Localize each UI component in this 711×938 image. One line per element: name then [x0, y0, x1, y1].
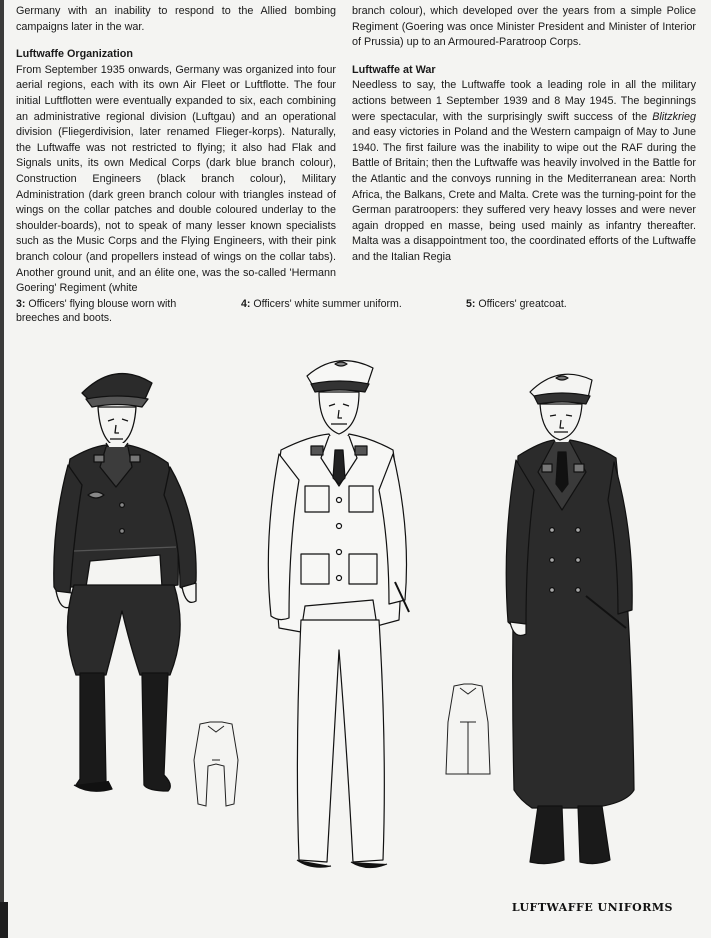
caption-figure-5: 5: Officers' greatcoat. [466, 298, 567, 310]
organization-paragraph: From September 1935 onwards, Germany was organized into four aerial regions, each with its own Air Fleet or Luftflotte. The four initial Luftflotten were eventually expanded to six, each combining an administrative regional division (Luftgau) and an operational division (Fliegerdivision, later renamed Flieger-korps). Naturally, the Luftwaffe was not restricted to flying; it also had Flak and Signals units, its own Medical Corps (dark blue branch colour), Construction Engineers (black branch colour), Military Administration (dark green branch colour with triangles instead of wings on the collar patches and double coloured underlay to the shoulder-boards), not to speak of many lesser known specialists such as the Music Corps and the Flying Engineers, with their pink branch colour (and propellers instead of wings on the collar tabs). Another ground unit, and an élite one, was the so-called 'Hermann Goering' Regiment (white [16, 63, 336, 295]
back-view-flying-blouse [186, 720, 246, 810]
at-war-paragraph: Needless to say, the Luftwaffe took a leading role in all the military actions between 1 September 1939 and 8 May 1945. The beginnings were spectacular, with the surprisingly swift success of the Blitzkrieg and easy victories in Poland and the Western campaign of May to June 1940. The first failure was the inability to wipe out the RAF during the Battle of Britain; then the Luftwaffe was heavily involved in the Battle for the Atlantic and the convoys running in the Mediterranean area: North Africa, the Balkans, Crete and Malta. Crete was the turning-point for the German paratroopers: they suffered very heavy losses and were never again dropped en masse, being used mainly as infantry thereafter. Malta was a disappointment too, the coordinated efforts of the Luftwaffe and the Italian Regia [352, 79, 696, 263]
right-text-column [352, 4, 696, 266]
back-view-greatcoat [440, 682, 496, 778]
left-text-column [16, 4, 336, 297]
illustration-officers-greatcoat [500, 360, 660, 875]
blitzkrieg-italic: Blitzkrieg [652, 110, 696, 123]
section-heading-organization: Luftwaffe Organization [16, 48, 133, 61]
left-intro-paragraph: Germany with an inability to respond to the Allied bombing campaigns later in the war. [16, 5, 336, 33]
running-title: LUFTWAFFE UNIFORMS [511, 901, 673, 914]
caption-figure-4: 4: Officers' white summer uniform. [241, 298, 402, 310]
illustration-white-summer-uniform [255, 350, 415, 885]
page-spine-edge [0, 0, 4, 938]
section-heading-at-war: Luftwaffe at War [352, 63, 436, 76]
right-intro-paragraph: branch colour), which developed over the years from a simple Police Regiment (Goering was once Minister President and Minister of Interior of Prussia) up to an Armoured-Paratroop Corps. [352, 5, 696, 49]
caption-figure-3: 3: Officers' flying blouse worn with breeches and boots. [16, 298, 177, 324]
